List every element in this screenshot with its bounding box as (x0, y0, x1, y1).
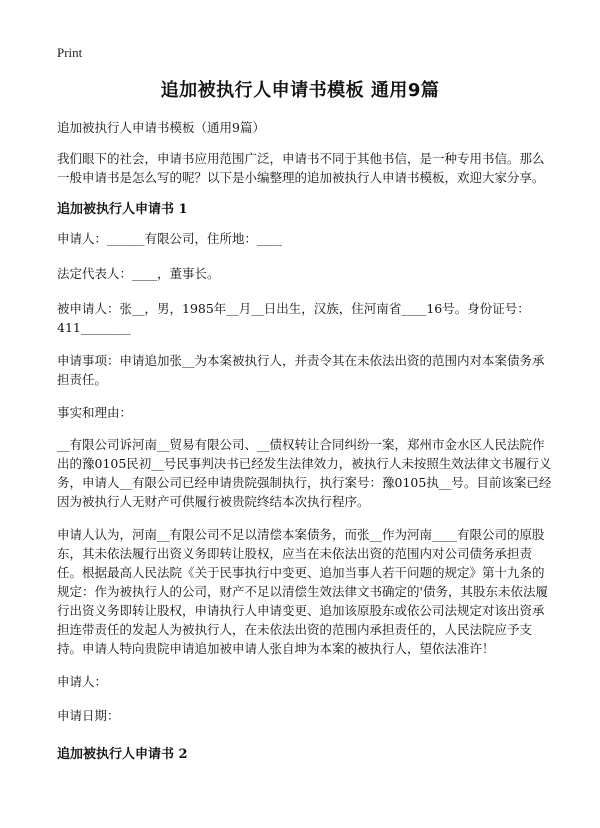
section-heading-1: 追加被执行人申请书 1 (57, 202, 188, 217)
applicant-line: 申请人：______有限公司，住所地：____ (57, 231, 283, 246)
document-body (57, 118, 553, 764)
facts-label: 事实和理由： (57, 405, 133, 420)
print-link[interactable]: Print (57, 45, 83, 60)
intro-paragraph: 我们眼下的社会，申请书应用范围广泛，申请书不同于其他书信，是一种专用书信。那么一般申请书是怎么写的呢？以下是小编整理的追加被执行人申请书模板，欢迎大家分享。 (57, 151, 545, 185)
facts-paragraph-2: 申请人认为，河南__有限公司不足以清偿本案债务，而张__作为河南____有限公司的原股东，其未依法履行出资义务即转让股权，应当在未依法出资的范围内对公司债务承担责任。根据最高人民法院《关于民事执行中变更、追加当事人若干问题的规定》第十九条的规定：作为被执行人的公司，财产不足以清偿生效法律文书确定的'债务，其股东未依法履行出资义务即转让股权，申请执行人申请变更、追加该原股东或依公司法规定对该出资承担连带责任的发起人为被执行人，在未依法出资的范围内承担责任的，人民法院应予支持。申请人特向贵院申请追加被申请人张自坤为本案的被执行人，望依法准许！ (57, 527, 548, 656)
document-title: 追加被执行人申请书模板 通用9篇 (160, 80, 440, 101)
document-subtitle: 追加被执行人申请书模板（通用9篇） (57, 120, 265, 135)
legal-representative-line: 法定代表人：____，董事长。 (57, 266, 220, 281)
respondent-line: 被申请人：张__，男，1985年__月__日出生，汉族，住河南省____16号。身份证号：411________ (57, 301, 530, 335)
section-heading-2: 追加被执行人申请书 2 (57, 747, 188, 762)
date-line: 申请日期： (57, 708, 120, 723)
facts-paragraph-1: __有限公司诉河南__贸易有限公司、__债权转让合同纠纷一案，郑州市金水区人民法院作出的豫0105民初__号民事判决书已经发生法律效力，被执行人未按照生效法律文书履行义务，申请人__有限公司已经申请贵院强制执行，执行案号：豫0105执__号。目前该案已经因为被执行人无财产可供履行被贵院终结本次执行程序。 (57, 437, 552, 509)
signature-line: 申请人： (57, 674, 108, 689)
request-paragraph: 申请事项：申请追加张__为本案被执行人，并责令其在未依法出资的范围内对本案债务承担责任。 (57, 353, 545, 387)
